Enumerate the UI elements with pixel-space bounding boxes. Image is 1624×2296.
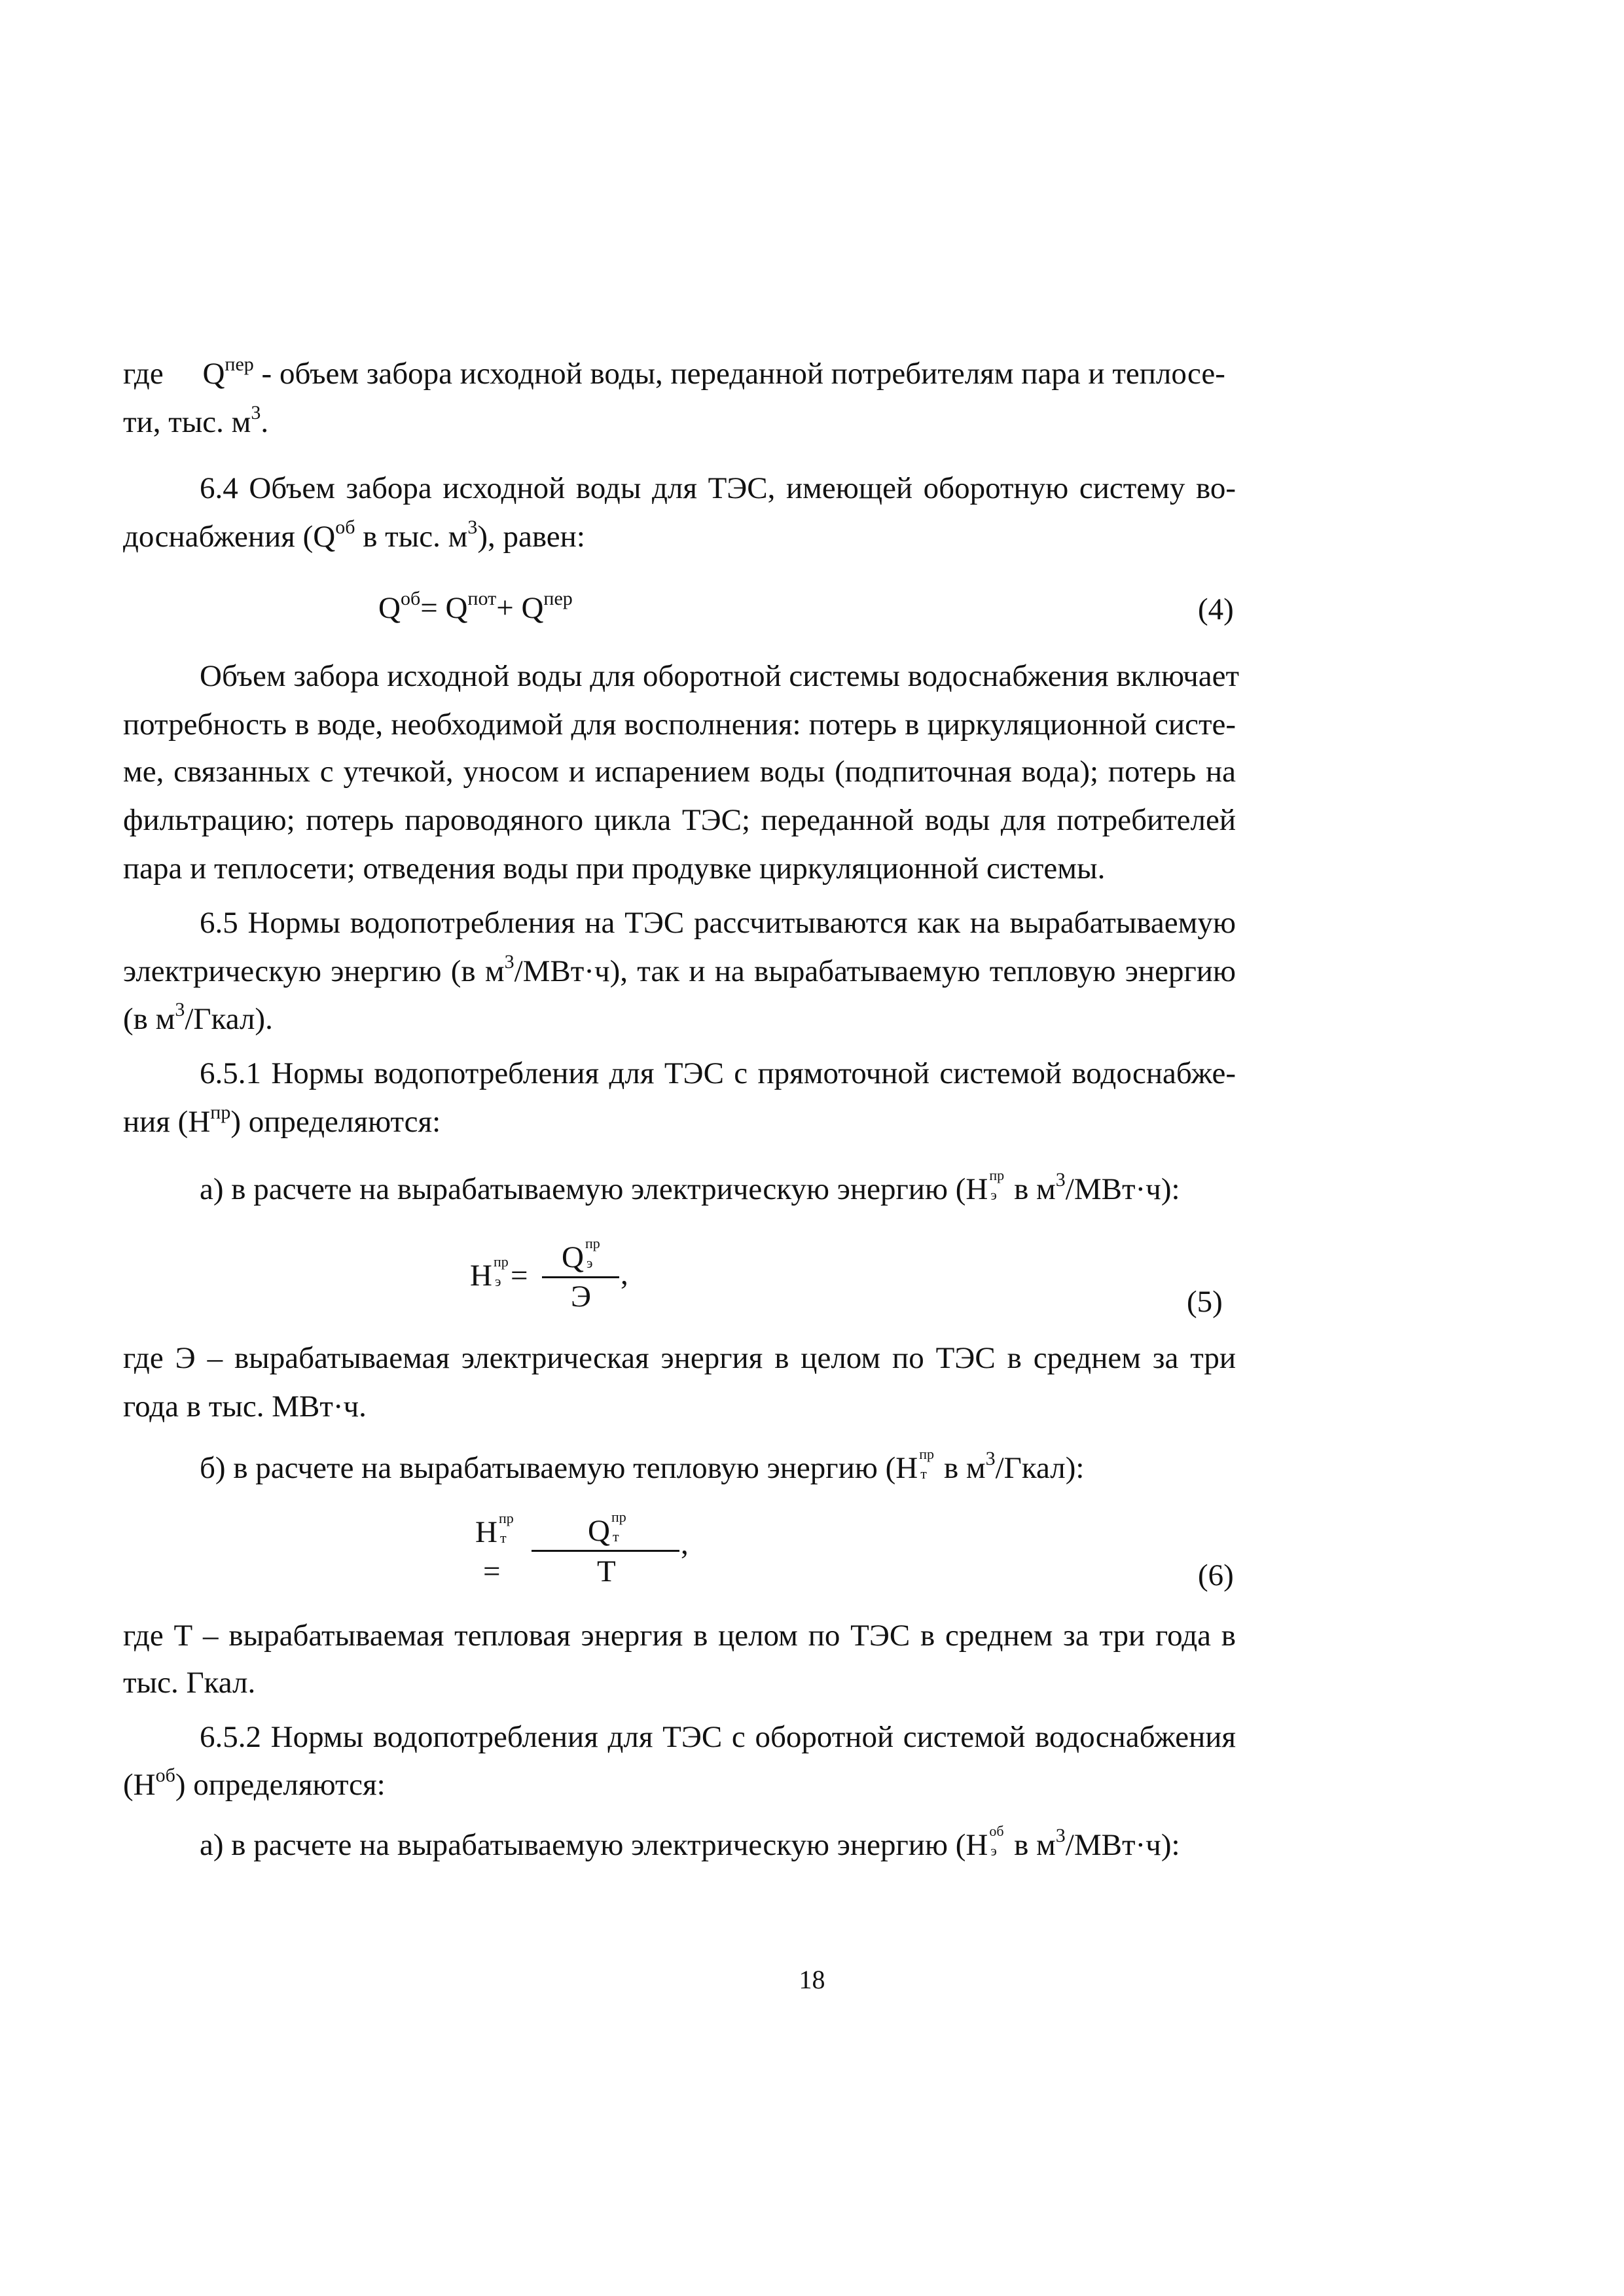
- superscript: пр: [611, 1509, 626, 1525]
- para-6-5-line-2: [123, 952, 1236, 990]
- text-run: Q: [562, 1240, 584, 1274]
- para-6-5-2-line-1: 6.5.2 Нормы водопотребления для ТЭС с оборотной системой водоснабжения: [200, 1720, 1236, 1754]
- para-volume-line-2: потребность в воде, необходимой для восполнения: потерь в циркуляционной систе-: [123, 708, 1236, 742]
- para-6-5-2-line-2: [123, 1766, 386, 1804]
- subscript: э: [586, 1255, 593, 1271]
- superscript: 3: [504, 951, 514, 973]
- para-6-4-line-1: 6.4 Объем забора исходной воды для ТЭС, имеющей оборотную систему во-: [200, 471, 1236, 505]
- superscript: 3: [251, 402, 261, 423]
- superscript: пр: [498, 1510, 514, 1526]
- superscript: пот: [467, 588, 497, 609]
- equation-number-4: (4): [1198, 592, 1234, 626]
- equals-sign: =: [510, 1259, 528, 1293]
- text-run: /МВт·ч):: [1065, 1828, 1180, 1862]
- text-run: а) в расчете на вырабатываемую электрическую энергию (Н: [200, 1172, 988, 1206]
- text-run: электрическую энергию (в м: [123, 954, 505, 988]
- para-volume-line-1: Объем забора исходной воды для оборотной системы водоснабжения включает: [200, 659, 1240, 693]
- equation-5-numerator: [562, 1235, 602, 1276]
- text-run: ти, тыс. м: [123, 405, 251, 439]
- text-run: ) определяются:: [175, 1768, 386, 1802]
- sub-superscript: [497, 1510, 516, 1546]
- text-run: а) в расчете на вырабатываемую электрическую энергию (Н: [200, 1828, 988, 1862]
- text-run: /МВт·ч), так и на вырабатываемую тепловую энергию: [514, 954, 1236, 988]
- text-run: + Q: [496, 591, 544, 625]
- superscript: об: [335, 516, 355, 538]
- text-run: /Гкал).: [185, 1002, 273, 1036]
- superscript: пр: [585, 1235, 600, 1251]
- superscript: об: [400, 588, 421, 609]
- subscript: т: [612, 1528, 619, 1545]
- equation-5-comma: ,: [621, 1257, 628, 1291]
- superscript: 3: [467, 516, 478, 538]
- sub-superscript: [918, 1446, 936, 1482]
- text-run: (в м: [123, 1002, 175, 1036]
- equation-6-numerator: [588, 1509, 628, 1550]
- para-6-5-line-1: 6.5 Нормы водопотребления на ТЭС рассчитываются как на вырабатываемую: [200, 906, 1236, 940]
- text-run: в м: [1006, 1172, 1056, 1206]
- superscript: пр: [493, 1253, 509, 1270]
- text-run: в тыс. м: [355, 520, 468, 554]
- definition-t-line-2: тыс. Гкал.: [123, 1666, 256, 1700]
- para-6-5-line-3: [123, 1000, 273, 1038]
- superscript: пр: [210, 1102, 231, 1123]
- para-6-5-1-line-2: [123, 1103, 441, 1141]
- text-run: ), равен:: [477, 520, 585, 554]
- para-6-4-line-2: [123, 518, 585, 556]
- para-6-5-1-line-1: 6.5.1 Нормы водопотребления для ТЭС с прямоточной системой водоснабже-: [200, 1056, 1236, 1090]
- equation-6-denominator: Т: [597, 1554, 616, 1588]
- superscript: 3: [1055, 1169, 1066, 1191]
- definition-e-line-2: года в тыс. МВт·ч.: [123, 1390, 367, 1424]
- sub-superscript: [988, 1167, 1006, 1203]
- text-run: б) в расчете на вырабатываемую тепловую энергию (Н: [200, 1451, 918, 1485]
- superscript: пр: [919, 1446, 934, 1462]
- fraction-bar: [532, 1550, 679, 1552]
- equation-6-comma: ,: [681, 1527, 689, 1561]
- where-word: где: [123, 357, 164, 391]
- text-run: = Q: [420, 591, 468, 625]
- text-run: /МВт·ч):: [1065, 1172, 1180, 1206]
- subscript: э: [494, 1273, 501, 1289]
- equation-6-equals: =: [483, 1554, 501, 1588]
- definition-text: - объем забора исходной воды, переданной потребителям пара и теплосе-: [253, 357, 1225, 391]
- subscript: э: [990, 1842, 997, 1859]
- para-volume-line-4: фильтрацию; потерь пароводяного цикла ТЭС; переданной воды для потребителей: [123, 803, 1236, 837]
- text-run: Н: [475, 1515, 497, 1549]
- text-run: /Гкал):: [995, 1451, 1085, 1485]
- text-run: доснабжения (Q: [123, 520, 336, 554]
- equation-5-denominator: Э: [571, 1280, 592, 1314]
- sub-superscript: [610, 1509, 628, 1545]
- superscript: пр: [989, 1167, 1005, 1183]
- sub-superscript: [584, 1235, 602, 1271]
- equation-6-lhs: [475, 1510, 516, 1551]
- text-run: Н: [470, 1259, 492, 1293]
- subscript: т: [499, 1530, 507, 1546]
- symbol-q: Q: [202, 357, 225, 391]
- subscript: т: [920, 1465, 927, 1482]
- para-volume-line-3: ме, связанных с утечкой, уносом и испарением воды (подпиточная вода); потерь на: [123, 755, 1236, 789]
- equation-4: [378, 589, 573, 627]
- text-run: ) определяются:: [230, 1105, 441, 1139]
- equation-number-6: (6): [1198, 1558, 1234, 1592]
- superscript: пер: [225, 353, 254, 375]
- equation-number-5: (5): [1187, 1285, 1223, 1319]
- page-number: 18: [799, 1965, 825, 1994]
- equation-5-lhs: [470, 1253, 528, 1295]
- superscript: пер: [543, 588, 573, 609]
- text-run: ния (Н: [123, 1105, 211, 1139]
- text-run: Q: [588, 1514, 610, 1548]
- item-b-thermal: [200, 1446, 1085, 1487]
- text-run: (Н: [123, 1768, 156, 1802]
- text-run: в м: [1006, 1828, 1056, 1862]
- subscript: э: [990, 1187, 997, 1203]
- superscript: 3: [985, 1448, 996, 1469]
- superscript: 3: [175, 999, 185, 1020]
- definition-q-per-cont: [123, 403, 268, 441]
- definition-e-line-1: где Э – вырабатываемая электрическая энергия в целом по ТЭС в среднем за три: [123, 1341, 1236, 1375]
- definition-t-line-1: где Т – вырабатываемая тепловая энергия в целом по ТЭС в среднем за три года в: [123, 1619, 1236, 1653]
- sub-superscript: [988, 1823, 1006, 1859]
- item-a-electric-circulating: [200, 1823, 1180, 1864]
- para-volume-line-5: пара и теплосети; отведения воды при продувке циркуляционной системы.: [123, 852, 1106, 886]
- text-run: .: [261, 405, 269, 439]
- text-run: в м: [936, 1451, 986, 1485]
- superscript: 3: [1055, 1825, 1066, 1846]
- item-a-electric: [200, 1167, 1180, 1208]
- definition-q-per: [123, 355, 1236, 393]
- superscript: об: [989, 1823, 1004, 1839]
- text-run: Q: [378, 591, 401, 625]
- superscript: об: [155, 1765, 175, 1786]
